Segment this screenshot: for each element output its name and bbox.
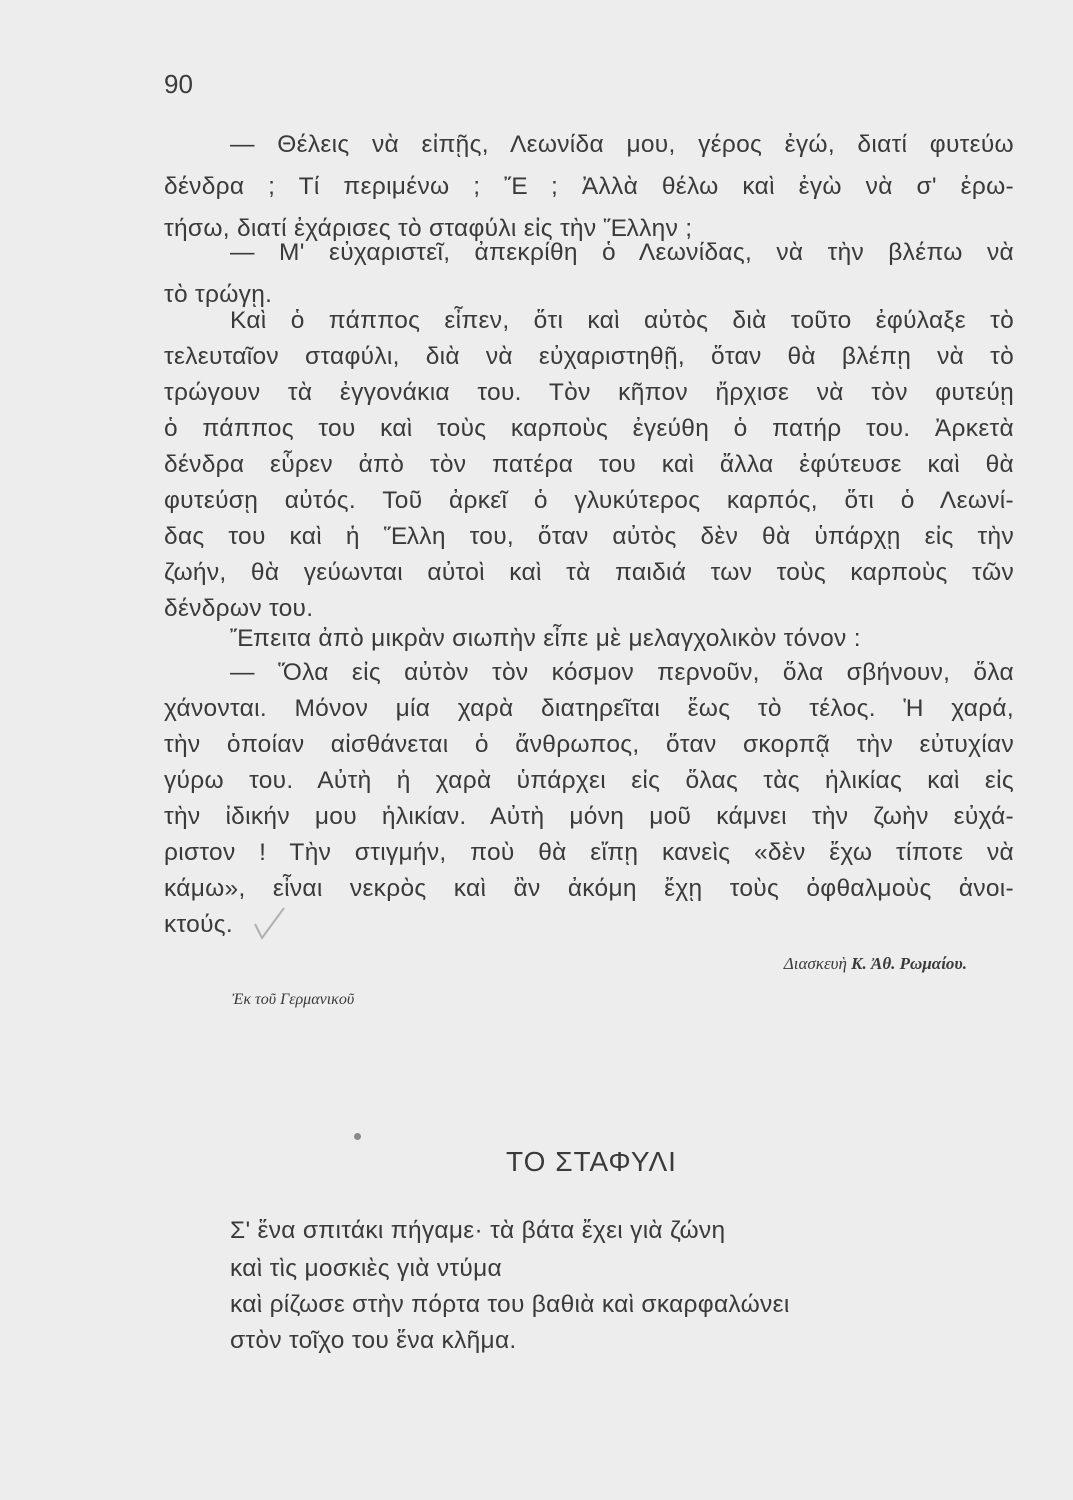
credit-label: Διασκευὴ xyxy=(783,954,847,973)
body-line: φυτεύσῃ αὐτός. Τοῦ ἀρκεῖ ὁ γλυκύτερος καρπός, ὅτι ὁ Λεωνί- xyxy=(164,487,1014,514)
body-line: ζωήν, θὰ γεύωνται αὐτοὶ καὶ τὰ παιδιά των τοὺς καρποὺς τῶν xyxy=(164,559,1014,586)
body-line: — Μ' εὐχαριστεῖ, ἀπεκρίθη ὁ Λεωνίδας, νὰ τὴν βλέπω νὰ xyxy=(230,239,1014,266)
poem-line: Σ' ἕνα σπιτάκι πήγαμε· τὰ βάτα ἔχει γιὰ ζώνη xyxy=(230,1217,726,1244)
body-line: δας του καὶ ἡ Ἕλλη του, ὅταν αὐτὸς δὲν θὰ ὑπάρχῃ εἰς τὴν xyxy=(164,523,1014,550)
body-line: τὴν ὁποίαν αἰσθάνεται ὁ ἄνθρωπος, ὅταν σκορπᾷ τὴν εὐτυχίαν xyxy=(164,731,1014,758)
body-line: ριστον ! Τὴν στιγμήν, ποὺ θὰ εἴπῃ κανεὶς «δὲν ἔχω τίποτε νὰ xyxy=(164,839,1014,866)
body-line: — Θέλεις νὰ εἰπῇς, Λεωνίδα μου, γέρος ἐγώ, διατί φυτεύω xyxy=(230,131,1014,158)
body-line: δένδρων του. xyxy=(164,595,314,622)
adaptation-credit xyxy=(784,952,967,976)
body-line: τὴν ἰδικήν μου ἡλικίαν. Αὐτὴ μόνη μοῦ κάμνει τὴν ζωὴν εὐχά- xyxy=(164,803,1014,830)
body-line: δένδρα ; Τί περιμένω ; Ἔ ; Ἀλλὰ θέλω καὶ ἐγὼ νὰ σ' ἐρω- xyxy=(164,173,1014,200)
body-line: τελευταῖον σταφύλι, διὰ νὰ εὐχαριστηθῇ, ὅταν θὰ βλέπῃ νὰ τὸ xyxy=(164,343,1014,370)
ink-dot xyxy=(354,1133,361,1140)
body-line: τὸ τρώγῃ. xyxy=(164,281,273,308)
body-line: χάνονται. Μόνον μία χαρὰ διατηρεῖται ἕως τὸ τέλος. Ἡ χαρά, xyxy=(164,695,1014,722)
translation-source: Ἐκ τοῦ Γερμανικοῦ xyxy=(232,991,355,1008)
credit-author: Κ. Ἀθ. Ρωμαίου. xyxy=(851,954,967,973)
poem-line: στὸν τοῖχο του ἕνα κλῆμα. xyxy=(230,1327,517,1354)
poem-title: ΤΟ ΣΤΑΦΥΛΙ xyxy=(506,1146,677,1177)
poem-line: καὶ ρίζωσε στὴν πόρτα του βαθιὰ καὶ σκαρφαλώνει xyxy=(230,1291,790,1318)
body-line: κάμω», εἶναι νεκρὸς καὶ ἂν ἀκόμη ἔχῃ τοὺς ὀφθαλμοὺς ἀνοι- xyxy=(164,875,1014,902)
body-line: ὁ πάππος του καὶ τοὺς καρποὺς ἐγεύθη ὁ πατήρ του. Ἀρκετὰ xyxy=(164,415,1014,442)
body-line: τήσω, διατί ἐχάρισες τὸ σταφύλι εἰς τὴν Ἕλλην ; xyxy=(164,215,693,242)
body-line: — Ὅλα εἰς αὐτὸν τὸν κόσμον περνοῦν, ὅλα σβήνουν, ὅλα xyxy=(230,659,1014,686)
body-line: τρώγουν τὰ ἐγγονάκια του. Τὸν κῆπον ἤρχισε νὰ τὸν φυτεύῃ xyxy=(164,379,1014,406)
body-line: Ἔπειτα ἀπὸ μικρὰν σιωπὴν εἶπε μὲ μελαγχολικὸν τόνον : xyxy=(230,625,861,652)
page-number: 90 xyxy=(164,69,193,99)
pencil-check-mark-icon xyxy=(252,904,292,944)
body-line: κτούς. xyxy=(164,911,234,938)
poem-line: καὶ τὶς μοσκιὲς γιὰ ντύμα xyxy=(230,1255,502,1282)
body-line: Καὶ ὁ πάππος εἶπεν, ὅτι καὶ αὐτὸς διὰ τοῦτο ἐφύλαξε τὸ xyxy=(230,307,1014,334)
body-line: δένδρα εὗρεν ἀπὸ τὸν πατέρα του καὶ ἄλλα ἐφύτευσε καὶ θὰ xyxy=(164,451,1014,478)
body-line: γύρω του. Αὐτὴ ἡ χαρὰ ὑπάρχει εἰς ὅλας τὰς ἡλικίας καὶ εἰς xyxy=(164,767,1014,794)
